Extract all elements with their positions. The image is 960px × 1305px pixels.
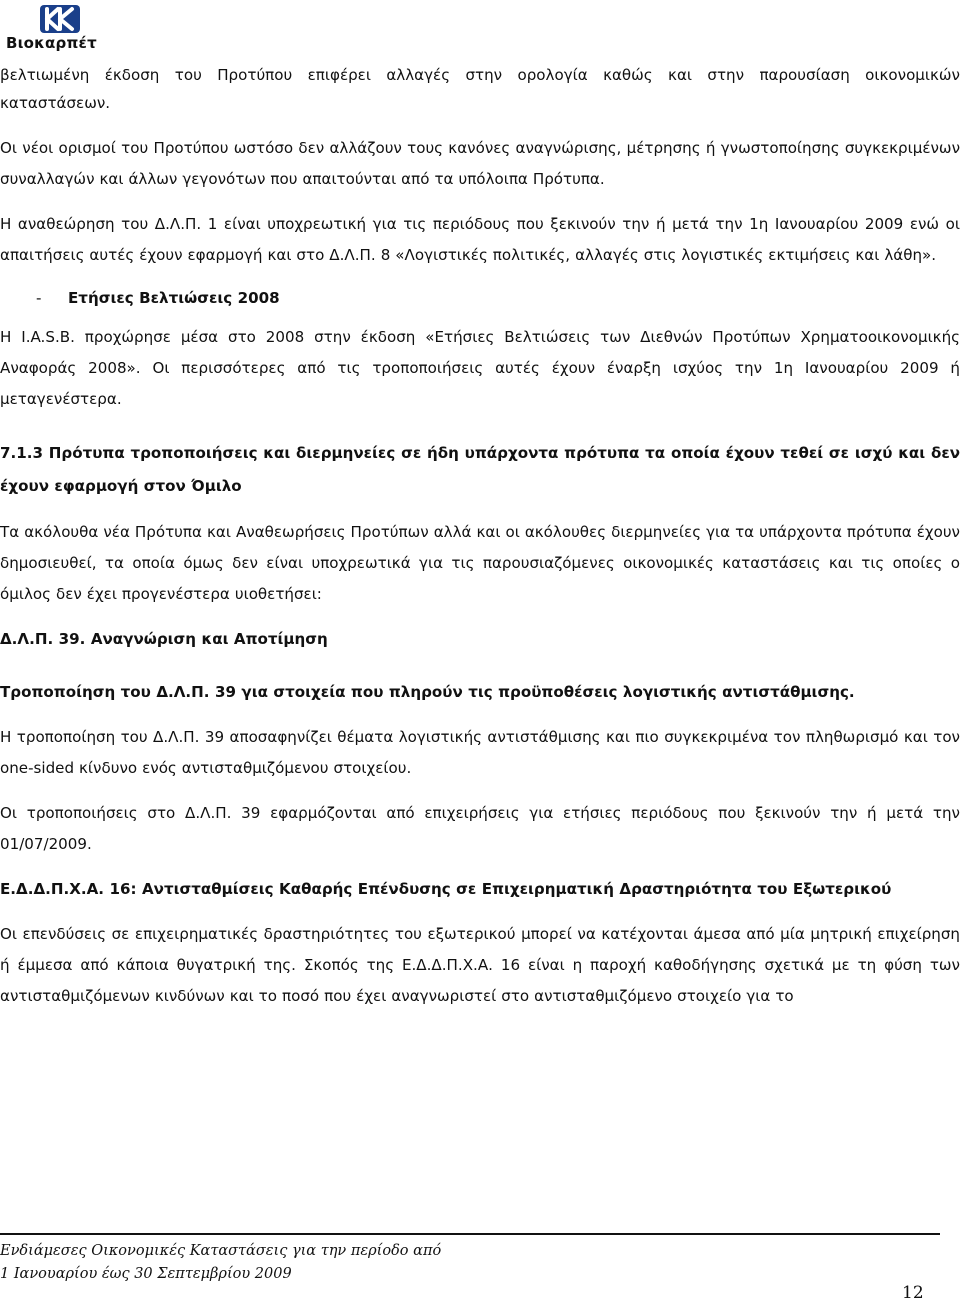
paragraph-6: Η τροποποίηση του Δ.Λ.Π. 39 αποσαφηνίζει θέματα λογιστικής αντιστάθμισης και πιο συγκεκριμένα τον πληθωρισμό και τον one-sided κίνδυνο ενός αντισταθμιζόμενου στοιχείου. [0,728,960,777]
logo-text: Βιοκαρπέτ [6,34,97,52]
paragraph-1-line-1: βελτιωμένη έκδοση του Προτύπου επιφέρει αλλαγές στην ορολογία καθώς και στην παρουσίαση οικονομικών [0,66,960,84]
footer-divider [0,1233,940,1235]
paragraph-8: Οι επενδύσεις σε επιχειρηματικές δραστηριότητες του εξωτερικού μπορεί να κατέχονται άμεσα από μία μητρική επιχείρηση ή έμμεσα από κάποια θυγατρική της. Σκοπός της Ε.Δ.Δ.Π.Χ.Α. 16 είναι η παροχή καθοδήγησης σχετικά με τη φύση των αντισταθμιζόμενων κινδύνων και το ποσό που έχει αναγνωριστεί στο αντισταθμιζόμενο στοιχείο για το [0,925,960,1005]
heading-ias-39: Δ.Λ.Π. 39. Αναγνώριση και Αποτίμηση [0,630,328,648]
paragraph-7: Οι τροποποιήσεις στο Δ.Λ.Π. 39 εφαρμόζονται από επιχειρήσεις για ετήσιες περιόδους που ξεκινούν την ή μετά την 01/07/2009. [0,804,960,853]
footer-line-1: Ενδιάμεσες Οικονομικές Καταστάσεις για την περίοδο από [0,1243,442,1259]
footer-line-2: 1 Ιανουαρίου έως 30 Σεπτεμβρίου 2009 [0,1266,292,1282]
footer [0,1240,441,1286]
company-logo [2,2,152,54]
paragraph-4: Η I.A.S.B. προχώρησε μέσα στο 2008 στην έκδοση «Ετήσιες Βελτιώσεις των Διεθνών Προτύπων Χρηματοοικονομικής Αναφοράς 2008». Οι περισσότερες από τις τροποποιήσεις αυτές έχουν έναρξη ισχύος την 1η Ιανουαρίου 2009 ή μεταγενέστερα. [0,328,960,408]
heading-ifric-16: Ε.Δ.Δ.Π.Χ.Α. 16: Αντισταθμίσεις Καθαρής Επένδυσης σε Επιχειρηματική Δραστηριότητα του Εξωτερικού [0,880,892,898]
paragraph-3: Η αναθεώρηση του Δ.Λ.Π. 1 είναι υποχρεωτική για τις περιόδους που ξεκινούν την ή μετά την 1η Ιανουαρίου 2009 ενώ οι απαιτήσεις αυτές έχουν εφαρμογή και στο Δ.Λ.Π. 8 «Λογιστικές πολιτικές, αλλαγές στις λογιστικές εκτιμήσεις και λάθη». [0,215,960,264]
heading-ias-39-amendment: Τροποποίηση του Δ.Λ.Π. 39 για στοιχεία που πληρούν τις προϋποθέσεις λογιστικής αντιστάθμισης. [0,683,855,701]
section-title: 7.1.3 Πρότυπα τροποποιήσεις και διερμηνείες σε ήδη υπάρχοντα πρότυπα τα οποία έχουν τεθεί σε ισχύ και δεν έχουν εφαρμογή στον Όμιλο [0,444,960,495]
page-number: 12 [902,1283,924,1303]
subheading-text: Ετήσιες Βελτιώσεις 2008 [68,289,280,307]
biokarpet-logo-icon [38,4,82,34]
paragraph-1-line-2: καταστάσεων. [0,94,111,112]
list-dash: - [36,289,42,307]
paragraph-2: Οι νέοι ορισμοί του Προτύπου ωστόσο δεν αλλάζουν τους κανόνες αναγνώρισης, μέτρησης ή γνωστοποίησης συγκεκριμένων συναλλαγών και άλλων γεγονότων που απαιτούνται από τα υπόλοιπα Πρότυπα. [0,139,960,188]
document-body [0,60,960,1012]
paragraph-5: Τα ακόλουθα νέα Πρότυπα και Αναθεωρήσεις Προτύπων αλλά και οι ακόλουθες διερμηνείες για τα υπάρχοντα πρότυπα έχουν δημοσιευθεί, τα οποία όμως δεν είναι υποχρεωτικά για τις παρουσιαζόμενες οικονομικές καταστάσεις και τις οποίες ο όμιλος δεν έχει προγενέστερα υιοθετήσει: [0,523,960,603]
subheading-annual-improvements [0,283,960,314]
